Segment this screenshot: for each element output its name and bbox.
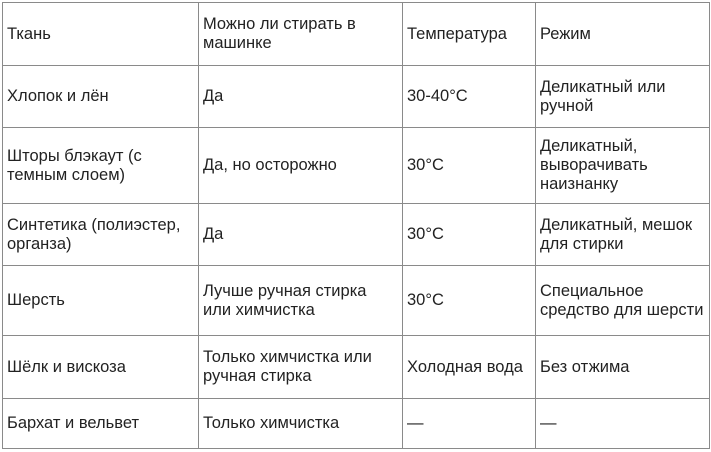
cell-machine-wash: Да [199, 204, 403, 266]
table-row [3, 128, 710, 204]
fabric-washing-table [2, 2, 710, 449]
cell-temperature: 30°C [403, 128, 536, 204]
cell-machine-wash: Лучше ручная стирка или химчистка [199, 266, 403, 336]
cell-fabric: Синтетика (полиэстер, органза) [3, 204, 199, 266]
cell-fabric: Хлопок и лён [3, 66, 199, 128]
cell-temperature: Холодная вода [403, 336, 536, 399]
header-mode: Режим [536, 3, 710, 66]
cell-mode: Специальное средство для шерсти [536, 266, 710, 336]
table-row [3, 266, 710, 336]
header-temperature: Температура [403, 3, 536, 66]
cell-mode: Без отжима [536, 336, 710, 399]
cell-fabric: Шерсть [3, 266, 199, 336]
cell-temperature: 30°C [403, 266, 536, 336]
cell-machine-wash: Да [199, 66, 403, 128]
table-header-row [3, 3, 710, 66]
table-row [3, 399, 710, 449]
cell-machine-wash: Только химчистка или ручная стирка [199, 336, 403, 399]
table-row [3, 336, 710, 399]
cell-temperature: 30-40°C [403, 66, 536, 128]
cell-mode: Деликатный или ручной [536, 66, 710, 128]
cell-temperature: — [403, 399, 536, 449]
cell-mode: Деликатный, мешок для стирки [536, 204, 710, 266]
cell-machine-wash: Только химчистка [199, 399, 403, 449]
header-fabric: Ткань [3, 3, 199, 66]
cell-fabric: Шёлк и вискоза [3, 336, 199, 399]
cell-mode: Деликатный, выворачивать наизнанку [536, 128, 710, 204]
cell-fabric: Бархат и вельвет [3, 399, 199, 449]
table-row [3, 204, 710, 266]
cell-fabric: Шторы блэкаут (с темным слоем) [3, 128, 199, 204]
cell-temperature: 30°C [403, 204, 536, 266]
cell-machine-wash: Да, но осторожно [199, 128, 403, 204]
header-machine-wash: Можно ли стирать в машинке [199, 3, 403, 66]
cell-mode: — [536, 399, 710, 449]
table-row [3, 66, 710, 128]
